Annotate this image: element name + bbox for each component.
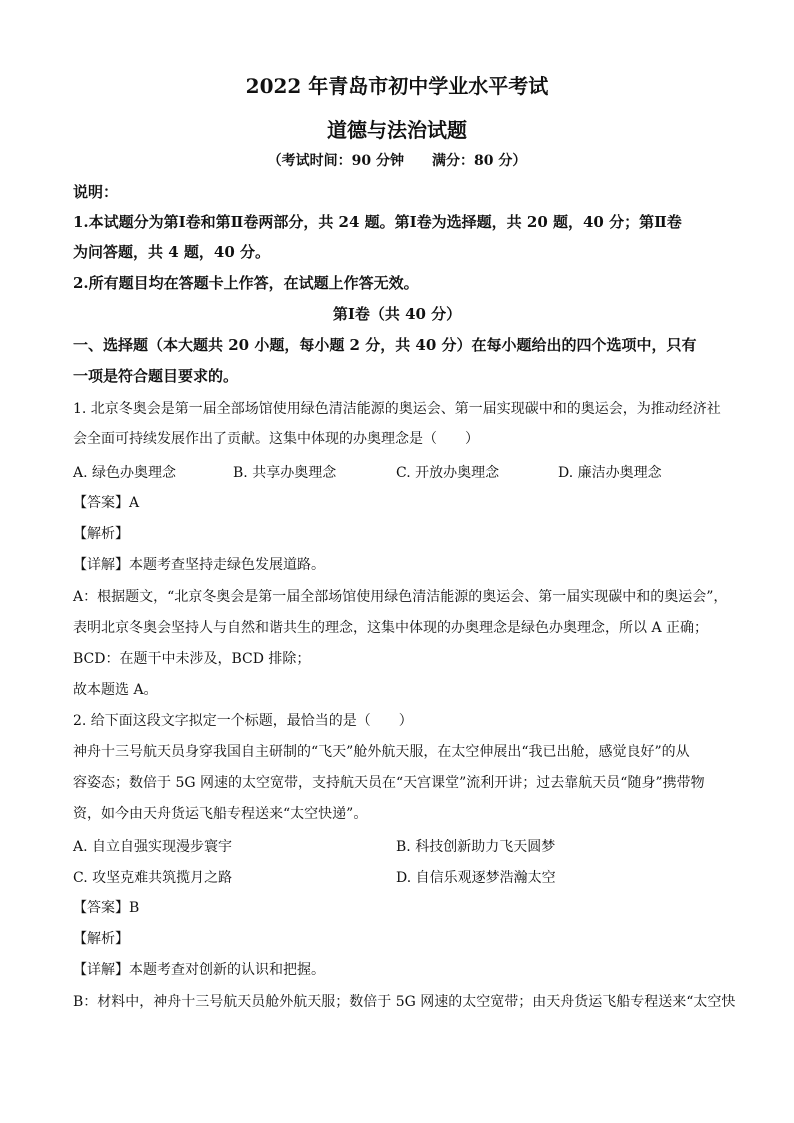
q1-option-a: A. 绿色办奥理念: [73, 465, 177, 481]
q1-stem-line-2: 会全面可持续发展作出了贡献。这集中体现的办奥理念是（ ）: [73, 431, 479, 447]
exam-info: （考试时间：90 分钟 满分：80 分）: [267, 153, 527, 169]
q1-conclusion: 故本题选 A。: [73, 682, 158, 698]
q1-explain-line-3: BCD：在题干中未涉及，BCD 排除；: [73, 651, 311, 667]
q2-stem: 2. 给下面这段文字拟定一个标题，最恰当的是（ ）: [73, 713, 413, 729]
exam-title: 2022 年青岛市初中学业水平考试: [245, 74, 549, 98]
section-heading-line-2: 一项是符合题目要求的。: [73, 367, 239, 385]
q2-detail: 【详解】本题考查对创新的认识和把握。: [73, 962, 325, 978]
q2-answer: 【答案】B: [73, 900, 140, 916]
q2-analysis-label: 【解析】: [73, 931, 129, 947]
q1-explain-line-1: A：根据题文，“北京冬奥会是第一届全部场馆使用绿色清洁能源的奥运会、第一届实现碳中和的奥运会”，: [73, 589, 728, 605]
q1-option-d: D. 廉洁办奥理念: [558, 465, 662, 481]
q1-option-c: C. 开放办奥理念: [396, 465, 500, 481]
q1-stem-line-1: 1. 北京冬奥会是第一届全部场馆使用绿色清洁能源的奥运会、第一届实现碳中和的奥运会，为推动经济社: [73, 401, 721, 417]
exam-subject: 道德与法治试题: [327, 118, 467, 142]
instructions-label: 说明：: [73, 183, 119, 201]
section-heading-line-1: 一、选择题（本大题共 20 小题，每小题 2 分，共 40 分）在每小题给出的四个选项中，只有: [73, 336, 697, 354]
q1-answer: 【答案】A: [73, 495, 140, 511]
q1-analysis-label: 【解析】: [73, 526, 129, 542]
q2-option-c: C. 攻坚克难共筑揽月之路: [73, 870, 233, 886]
instruction-2: 2.所有题目均在答题卡上作答，在试题上作答无效。: [73, 274, 419, 292]
q2-passage-line-2: 容姿态；数倍于 5G 网速的太空宽带，支持航天员在“天宫课堂”流利开讲；过去靠航天员“随身”携带物: [73, 775, 705, 791]
q1-explain-line-2: 表明北京冬奥会坚持人与自然和谐共生的理念，这集中体现的办奥理念是绿色办奥理念，所以 A 正确；: [73, 620, 709, 636]
q1-option-b: B. 共享办奥理念: [233, 465, 337, 481]
part1-heading: 第Ⅰ卷（共 40 分）: [332, 305, 462, 323]
q2-option-b: B. 科技创新助力飞天圆梦: [396, 839, 556, 855]
q2-passage-line-3: 资，如今由天舟货运飞船专程送来“太空快递”。: [73, 806, 368, 822]
q2-option-a: A. 自立自强实现漫步寰宇: [73, 839, 233, 855]
instruction-1-line-1: 1.本试题分为第Ⅰ卷和第Ⅱ卷两部分，共 24 题。第Ⅰ卷为选择题，共 20 题，40 分；第Ⅱ卷: [73, 213, 682, 231]
q2-passage-line-1: 神舟十三号航天员身穿我国自主研制的“飞天”舱外航天服，在太空伸展出“我已出舱，感觉良好”的从: [73, 744, 690, 760]
q2-explain-line-1: B：材料中，神舟十三号航天员舱外航天服；数倍于 5G 网速的太空宽带；由天舟货运飞船专程送来“太空快: [73, 994, 736, 1010]
q2-option-d: D. 自信乐观逐梦浩瀚太空: [396, 870, 556, 886]
instruction-1-line-2: 为问答题，共 4 题，40 分。: [73, 243, 270, 261]
q1-detail: 【详解】本题考查坚持走绿色发展道路。: [73, 557, 325, 573]
